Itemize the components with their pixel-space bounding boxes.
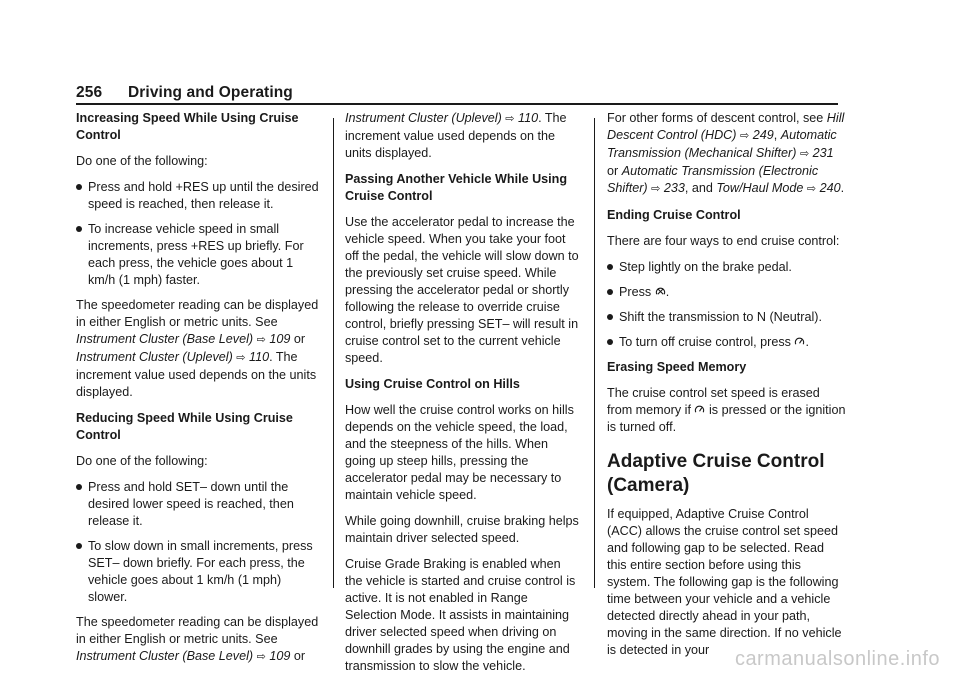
page-reference-arrow-icon: ⇨: [739, 130, 750, 142]
bullet-item: Step lightly on the brake pedal.: [607, 259, 847, 276]
text: . The increment value used depends on the units displayed.: [345, 111, 567, 160]
subheading-reducing-speed: Reducing Speed While Using Cruise Control: [76, 411, 293, 442]
bullet-item: Press and hold SET– down until the desired lower speed is reached, then release it.: [76, 479, 322, 530]
page-reference[interactable]: 231: [812, 146, 834, 160]
text: The cruise control set speed is erased from memory if: [607, 386, 820, 417]
text: The speedometer reading can be displayed in either English or metric units. See: [76, 298, 319, 329]
cross-reference-link[interactable]: Instrument Cluster (Uplevel): [345, 111, 502, 125]
subheading-erasing: Erasing Speed Memory: [607, 360, 747, 374]
subheading-increasing-speed: Increasing Speed While Using Cruise Control: [76, 111, 299, 142]
text: or: [293, 332, 306, 346]
bullet-item: To turn off cruise control, press .: [607, 334, 847, 351]
paragraph: Cruise Grade Braking is enabled when the vehicle is started and cruise control is active. It is not enabled in Range Selection Mode. It assists in maintaining driver selected speed when driving on downhill grades by using the engine and transmission to slow the vehicle.: [345, 557, 576, 673]
text: . The increment value used depends on the units displayed.: [76, 350, 317, 399]
cross-reference-link[interactable]: Automatic Transmission (Electronic Shifter): [607, 164, 819, 195]
page-reference-arrow-icon: ⇨: [256, 334, 266, 346]
column-left: [76, 110, 322, 675]
column-middle: [345, 110, 581, 684]
cross-reference-link[interactable]: Instrument Cluster (Base Level): [76, 332, 254, 346]
page-header: [76, 84, 293, 102]
bullet-item: Press and hold +RES up until the desired speed is reached, then release it.: [76, 179, 322, 213]
section-title: Driving and Operating: [128, 84, 293, 101]
paragraph: [76, 614, 322, 666]
paragraph: [76, 297, 322, 401]
text: The speedometer reading can be displayed in either English or metric units. See: [76, 615, 319, 646]
page-reference-arrow-icon: ⇨: [505, 113, 515, 125]
subheading-passing: Passing Another Vehicle While Using Cruise Control: [345, 172, 568, 203]
subheading-hills: Using Cruise Control on Hills: [345, 377, 520, 391]
text: For other forms of descent control, see: [607, 111, 824, 125]
section-heading-adaptive-cruise: Adaptive Cruise Control (Camera): [607, 451, 825, 496]
cross-reference-link[interactable]: Tow/Haul Mode: [716, 181, 804, 195]
paragraph: Use the accelerator pedal to increase the vehicle speed. When you take your foot off the pedal, the vehicle will slow down to the previously set cruise speed. While pressing the accelerator pedal or shortly following the release to override cruise control, briefly pressing SET– will result in cruise control set to the current vehicle speed.: [345, 215, 579, 365]
page-reference-arrow-icon: ⇨: [236, 352, 246, 364]
text: Press: [619, 285, 652, 299]
header-rule: [76, 103, 838, 105]
page-reference[interactable]: 109: [269, 649, 291, 663]
bullet-item: Press .: [607, 284, 847, 301]
page-reference[interactable]: 110: [249, 350, 270, 364]
page-reference[interactable]: 233: [663, 181, 685, 195]
paragraph: While going downhill, cruise braking helps maintain driver selected speed.: [345, 514, 579, 545]
cross-reference-link[interactable]: Instrument Cluster (Uplevel): [76, 350, 233, 364]
page-reference[interactable]: 110: [518, 111, 539, 125]
paragraph: [607, 385, 847, 436]
page-reference-arrow-icon: ⇨: [806, 183, 817, 195]
column-divider: [594, 118, 595, 588]
column-right: [607, 110, 847, 668]
column-divider: [333, 118, 334, 588]
paragraph: If equipped, Adaptive Cruise Control (ACC) allows the cruise control set speed and following gap to be selected. Read this entire section before using this system. The following gap is the following time between your vehicle and a vehicle detected directly ahead in your path, moving in the same direction. If no vehicle is detected in your: [607, 507, 842, 657]
paragraph: How well the cruise control works on hills depends on the vehicle speed, the load, and the steepness of the hills. When going up steep hills, pressing the accelerator pedal may be necessary to maintain vehicle speed.: [345, 403, 574, 502]
text: or: [293, 649, 306, 663]
paragraph: Do one of the following:: [76, 454, 208, 468]
bullet-item: To slow down in small increments, press SET– down briefly. For each press, the vehicle goes about 1 km/h (1 mph) slower.: [76, 538, 322, 606]
page-reference[interactable]: 240: [819, 181, 841, 195]
bullet-item: Shift the transmission to N (Neutral).: [607, 309, 847, 326]
cross-reference-link[interactable]: Instrument Cluster (Base Level): [76, 649, 254, 663]
page-reference[interactable]: 249: [752, 128, 774, 142]
page-reference-arrow-icon: ⇨: [651, 183, 661, 195]
text: , and: [684, 181, 713, 195]
cruise-cancel-icon: [655, 286, 666, 297]
text: To turn off cruise control, press: [619, 335, 791, 349]
paragraph: Do one of the following:: [76, 154, 208, 168]
bullet-item: To increase vehicle speed in small increments, press +RES up briefly. For each press, the vehicle goes about 1 km/h (1 mph) faster.: [76, 221, 322, 289]
cruise-control-icon: [694, 404, 705, 415]
page-reference[interactable]: 109: [269, 332, 291, 346]
page-reference-arrow-icon: ⇨: [256, 651, 266, 663]
cross-reference-link[interactable]: Hill Descent Control (HDC): [607, 111, 845, 142]
cruise-control-icon: [794, 336, 805, 347]
paragraph: [345, 110, 581, 162]
cross-reference-link[interactable]: Automatic Transmission (Mechanical Shifter): [607, 128, 837, 160]
paragraph: For other forms of descent control, see Hill Descent Control (HDC) ⇨ 249, Automatic Transmission (Mechanical Shifter) ⇨ 231 or Automatic Transmission (Electronic Shifter) ⇨ 233, and Tow/Haul Mode ⇨ 240.: [607, 111, 845, 195]
page-reference-arrow-icon: ⇨: [799, 148, 810, 160]
subheading-ending: Ending Cruise Control: [607, 208, 741, 222]
page-number: 256: [76, 84, 103, 101]
text: is pressed or the ignition is turned off.: [607, 403, 846, 434]
paragraph: There are four ways to end cruise control:: [607, 234, 840, 248]
watermark: carmanualsonline.info: [734, 648, 940, 670]
text: or: [607, 164, 619, 178]
